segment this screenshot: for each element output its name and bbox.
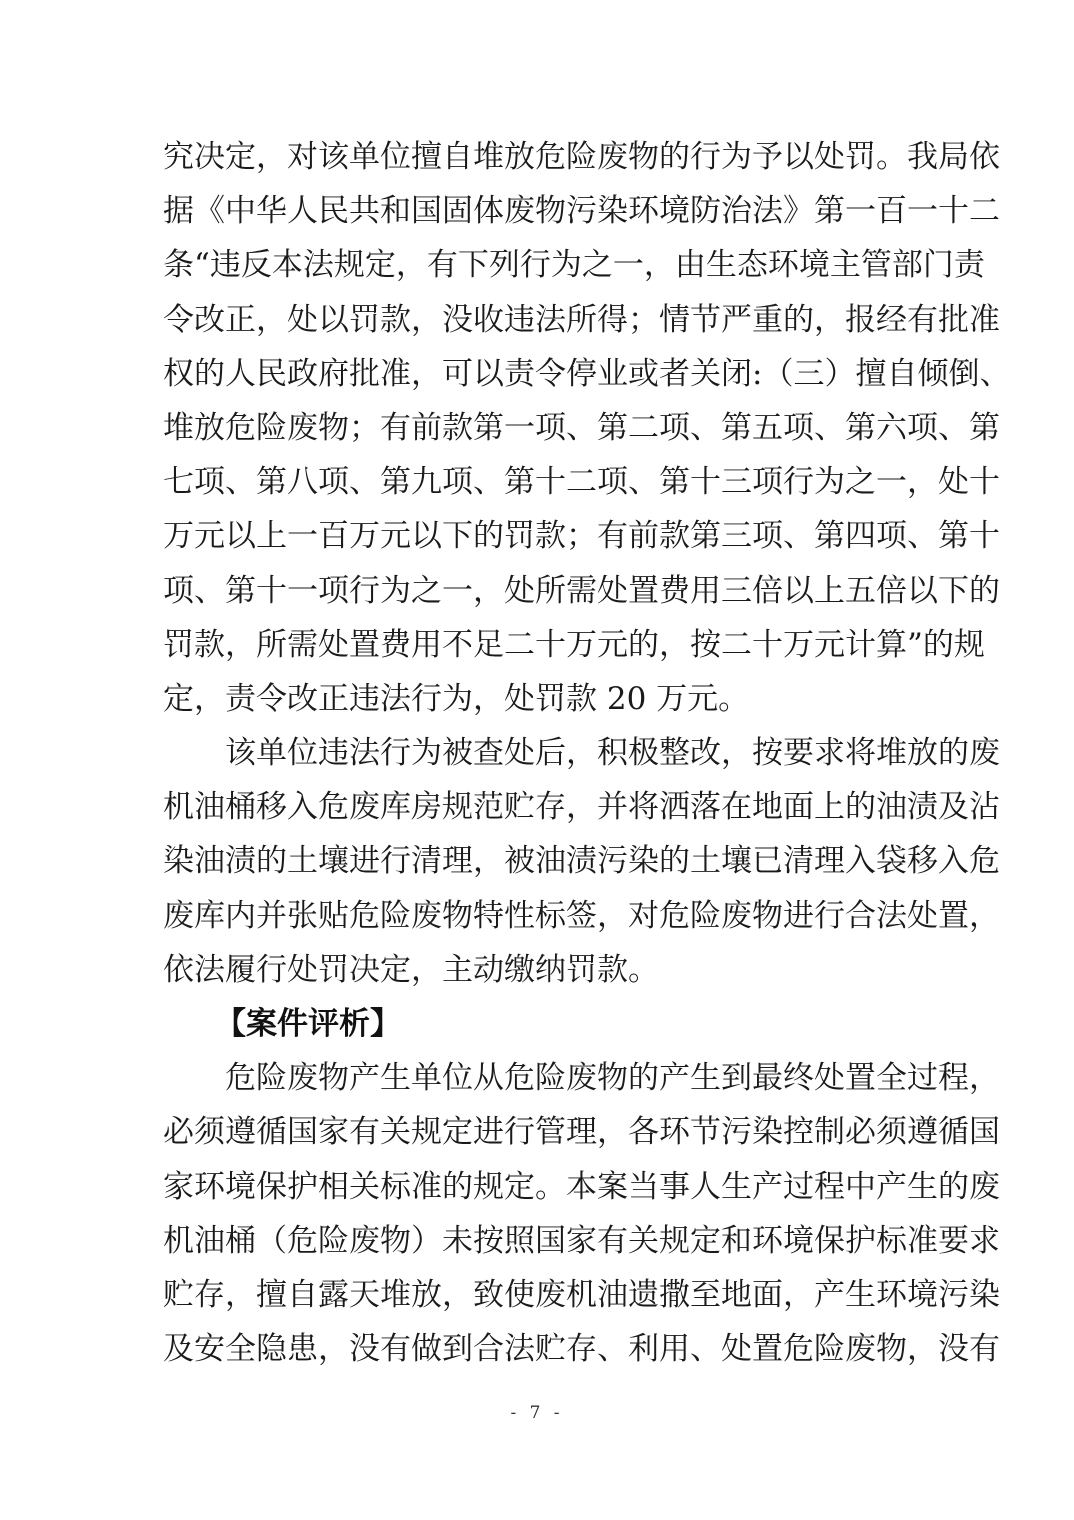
text-line: 究决定，对该单位擅自堆放危险废物的行为予以处罚。我局依 [163, 139, 1000, 175]
text-line: 必须遵循国家有关规定进行管理，各环节污染控制必须遵循国 [163, 1114, 1000, 1151]
text-line: 令改正，处以罚款，没收违法所得；情节严重的，报经有批准 [163, 301, 1000, 338]
text-line: 万元以上一百万元以下的罚款；有前款第三项、第四项、第十 [163, 518, 1000, 555]
section-heading-case-analysis: 【案件评析】 [215, 1006, 401, 1042]
text-line: 家环境保护相关标准的规定。本案当事人生产过程中产生的废 [163, 1168, 1000, 1205]
text-line: 及安全隐患，没有做到合法贮存、利用、处置危险废物，没有 [163, 1331, 1000, 1368]
text-line: 七项、第八项、第九项、第十二项、第十三项行为之一，处十 [163, 464, 1000, 501]
text-line: 权的人民政府批准，可以责令停业或者关闭:（三）擅自倾倒、 [163, 355, 1011, 392]
text-line: 依法履行处罚决定，主动缴纳罚款。 [163, 951, 659, 988]
document-body [163, 130, 1011, 1376]
text-line: 据《中华人民共和国固体废物污染环境防治法》第一百一十二 [163, 193, 1000, 230]
text-line: 机油桶（危险废物）未按照国家有关规定和环境保护标准要求 [163, 1222, 1000, 1259]
text-line: 废库内并张贴危险废物特性标签，对危险废物进行合法处置， [163, 897, 1000, 934]
text-line: 染油渍的土壤进行清理，被油渍污染的土壤已清理入袋移入危 [163, 843, 1000, 880]
text-line: 堆放危险废物；有前款第一项、第二项、第五项、第六项、第 [163, 409, 1000, 446]
text-line: 贮存，擅自露天堆放，致使废机油遗撒至地面，产生环境污染 [163, 1276, 1000, 1313]
text-line: 危险废物产生单位从危险废物的产生到最终处置全过程， [225, 1060, 1000, 1097]
text-line: 定，责令改正违法行为，处罚款 20 万元。 [163, 680, 750, 717]
text-line: 罚款，所需处置费用不足二十万元的，按二十万元计算”的规 [163, 626, 985, 663]
text-line: 项、第十一项行为之一，处所需处置费用三倍以上五倍以下的 [163, 572, 1000, 609]
paragraph-case-analysis [163, 1051, 1000, 1376]
page-number: - 7 - [510, 1403, 564, 1423]
text-line: 条“违反本法规定，有下列行为之一，由生态环境主管部门责 [163, 247, 985, 284]
text-line: 机油桶移入危废库房规范贮存，并将洒落在地面上的油渍及沾 [163, 789, 1000, 826]
text-line: 该单位违法行为被查处后，积极整改，按要求将堆放的废 [225, 735, 1000, 772]
paragraph-penalty-basis [163, 130, 1011, 726]
paragraph-rectification [163, 726, 1000, 997]
